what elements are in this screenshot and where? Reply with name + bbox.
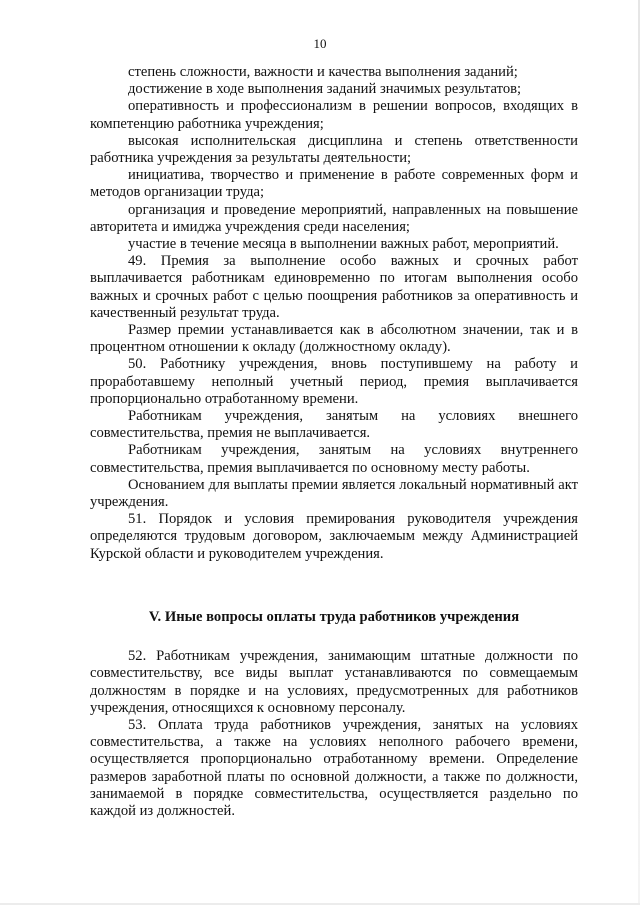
criteria-item: участие в течение месяца в выполнении важных работ, мероприятий.: [128, 236, 559, 253]
clause-50-basis: Основанием для выплаты премии является локальный нормативный акт учреждения.: [90, 476, 578, 511]
page-number: 10: [313, 36, 327, 51]
clause-52: 52. Работникам учреждения, занимающим штатные должности по совместительству, все виды выплат устанавливаются по совмещаемым должностям в порядке и на условиях, предусмотренных для работников учреждения, относящихся к основному персоналу.: [90, 648, 578, 716]
document-body: [90, 64, 578, 820]
clause-50-internal-part-time: Работникам учреждения, занятым на условиях внутреннего совместительства, премия выплачивается по основному месту работы.: [90, 442, 578, 476]
criteria-item: высокая исполнительская дисциплина и степень ответственности работника учреждения за результаты деятельности;: [90, 132, 578, 167]
clause-50-external-part-time: Работникам учреждения, занятым на условиях внешнего совместительства, премия не выплачивается.: [90, 408, 578, 442]
clause-49-premium-size: Размер премии устанавливается как в абсолютном значении, так и в процентном отношении к окладу (должностному окладу).: [90, 322, 578, 356]
clause-51: 51. Порядок и условия премирования руководителя учреждения определяются трудовым договором, заключаемым между Администрацией Курской области и руководителем учреждения.: [90, 511, 578, 562]
clause-49: 49. Премия за выполнение особо важных и срочных работ выплачивается работникам единовременно по итогам выполнения особо важных и срочных работ с целью поощрения работников за оперативность и качественный результат труда.: [90, 253, 578, 321]
clause-53: 53. Оплата труда работников учреждения, занятых на условиях совместительства, а также на условиях неполного рабочего времени, осуществляется пропорционально отработанному времени. Определение размеров заработной платы по основной должности, а также по должности, занимаемой в порядке совместительства, осуществляется раздельно по каждой из должностей.: [90, 716, 578, 819]
criteria-item: степень сложности, важности и качества выполнения заданий;: [128, 64, 518, 80]
section-title: V. Иные вопросы оплаты труда работников учреждения: [148, 608, 520, 625]
criteria-item: инициатива, творчество и применение в работе современных форм и методов организации труда;: [90, 167, 578, 201]
criteria-item: оперативность и профессионализм в решении вопросов, входящих в компетенцию работника учреждения;: [90, 98, 578, 132]
clause-50: 50. Работнику учреждения, вновь поступившему на работу и проработавшему неполный учетный период, премия выплачивается пропорционально отработанному времени.: [90, 356, 578, 407]
criteria-item: организация и проведение мероприятий, направленных на повышение авторитета и имиджа учреждения среди населения;: [90, 201, 578, 235]
criteria-item: достижение в ходе выполнения заданий значимых результатов;: [128, 81, 522, 98]
